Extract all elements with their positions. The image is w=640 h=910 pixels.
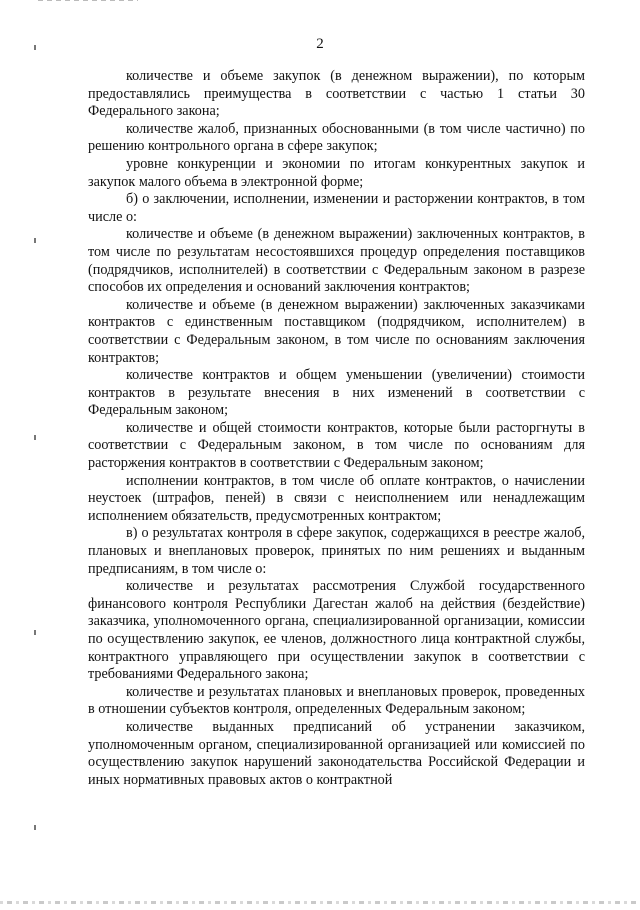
paragraph: количестве и общей стоимости контрактов, которые были расторгнуты в соответствии с Федеральным законом, в том числе по основаниям для расторжения контрактов в соответствии с Федеральным законом; — [88, 419, 585, 472]
document-body — [88, 68, 585, 789]
paragraph: количестве и объеме закупок (в денежном выражении), по которым предоставлялись преимущества в соответствии с частью 1 статьи 30 Федерального закона; — [88, 68, 585, 120]
paragraph: количестве жалоб, признанных обоснованными (в том числе частично) по решению контрольного органа в сфере закупок; — [88, 120, 585, 155]
paragraph: уровне конкуренции и экономии по итогам конкурентных закупок и закупок малого объема в электронной форме; — [88, 155, 585, 190]
margin-mark — [34, 435, 36, 440]
scan-artifact-bottom — [0, 901, 640, 904]
margin-mark — [34, 238, 36, 243]
paragraph: б) о заключении, исполнении, изменении и расторжении контрактов, в том числе о: — [88, 191, 585, 225]
paragraph: количестве контрактов и общем уменьшении (увеличении) стоимости контрактов в результате внесения в них изменений в соответствии с Федеральным законом; — [88, 367, 585, 419]
paragraph: количестве выданных предписаний об устранении заказчиком, уполномоченным органом, специализированной организацией или комиссией по осуществлению закупок нарушений законодательства Российской Федерации и иных нормативных правовых актов о контрактной — [88, 718, 585, 788]
paragraph: в) о результатах контроля в сфере закупок, содержащихся в реестре жалоб, плановых и внеплановых проверок, принятых по ним решениях и выданным предписаниям, в том числе о: — [88, 525, 585, 577]
paragraph: количестве и объеме (в денежном выражении) заключенных контрактов, в том числе по результатам несостоявшихся процедур определения поставщиков (подрядчиков, исполнителей) в соответствии с Федеральным законом в разрезе способов их определения и оснований заключения контрактов; — [88, 226, 585, 296]
paragraph: исполнении контрактов, в том числе об оплате контрактов, о начислении неустоек (штрафов, пеней) в связи с неисполнением или ненадлежащим исполнением обязательств, предусмотренных контрактом; — [88, 472, 585, 524]
paragraph: количестве и результатах плановых и внеплановых проверок, проведенных в отношении субъектов контроля, определенных Федеральным законом; — [88, 683, 585, 718]
scan-artifact-top — [38, 0, 138, 1]
paragraph: количестве и объеме (в денежном выражении) заключенных заказчиками контрактов с единственным поставщиком (подрядчиком, исполнителем) в соответствии с Федеральным законом, в том числе по основаниям заключения контрактов; — [88, 296, 585, 366]
margin-mark — [34, 825, 36, 830]
page-number: 2 — [316, 36, 324, 52]
margin-mark — [34, 45, 36, 50]
paragraph: количестве и результатах рассмотрения Службой государственного финансового контроля Республики Дагестан жалоб на действия (бездействие) заказчика, уполномоченного органа, специализированной организации, комиссии по осуществлению закупок, ее членов, должностного лица контрактной службы, контрактного управляющего при осуществлении закупок в соответствии с требованиями Федерального закона; — [88, 578, 585, 683]
margin-mark — [34, 630, 36, 635]
